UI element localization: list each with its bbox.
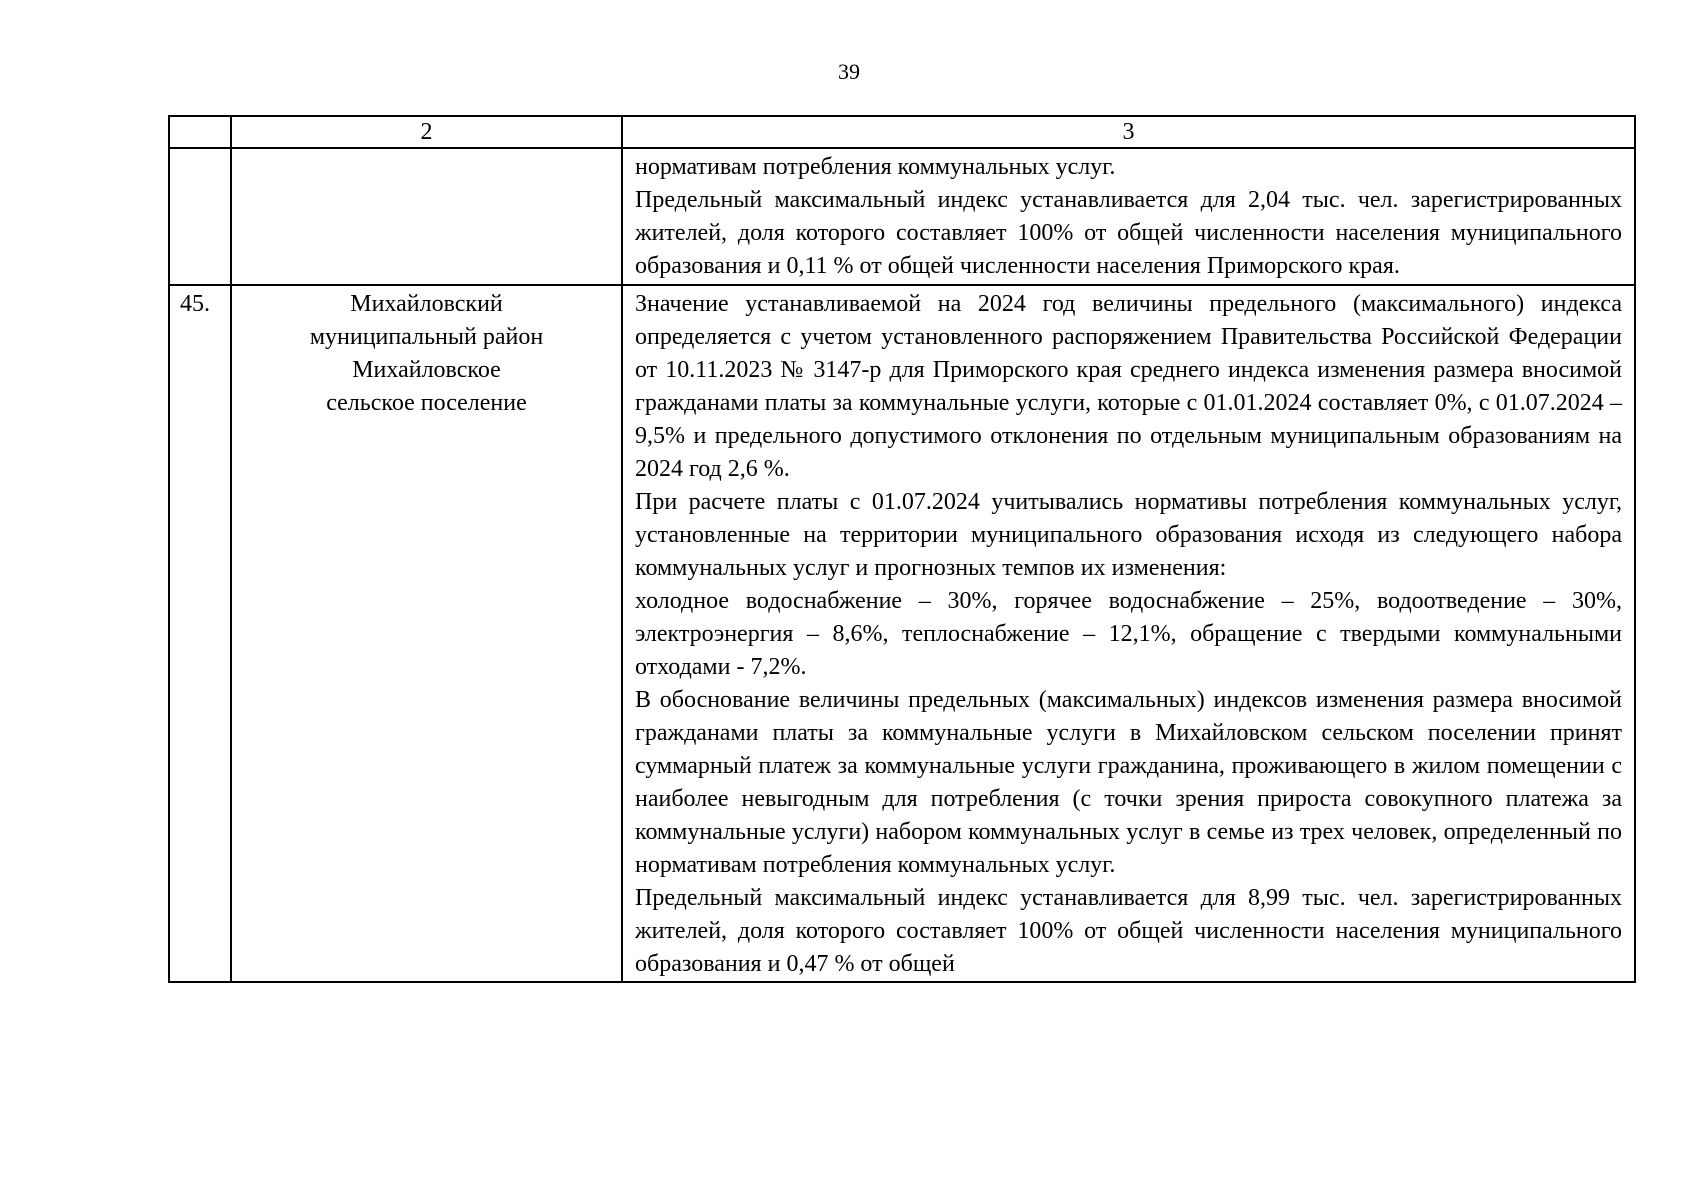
paragraph: холодное водоснабжение – 30%, горячее водоснабжение – 25%, водоотведение – 30%, электроэнергия – 8,6%, теплоснабжение – 12,1%, обращение с твердыми коммунальными отходами - 7,2%. (635, 588, 1622, 680)
description-cell (622, 285, 1635, 982)
table-row (169, 148, 1635, 285)
table-header-row (169, 116, 1635, 148)
paragraph: Значение устанавливаемой на 2024 год величины предельного (максимального) индекса определяется с учетом установленного распоряжением Правительства Российской Федерации от 10.11.2023 № 3147-р для Приморского края среднего индекса изменения размера вносимой гражданами платы за коммунальные услуги, которые с 01.01.2024 составляет 0%, с 01.07.2024 – 9,5% и предельного допустимого отклонения по отдельным муниципальным образованиям на 2024 год 2,6 %. (635, 291, 1622, 482)
municipality-name-line: Михайловское (352, 357, 501, 383)
row-number-cell (169, 148, 231, 285)
table-row (169, 285, 1635, 982)
paragraph: Предельный максимальный индекс устанавливается для 2,04 тыс. чел. зарегистрированных жителей, доля которого составляет 100% от общей численности населения муниципального образования и 0,11 % от общей численности населения Приморского края. (635, 187, 1622, 279)
header-cell-3: 3 (622, 116, 1635, 148)
row-number-cell: 45. (169, 285, 231, 982)
page-number: 39 (838, 59, 860, 84)
municipality-name-line: Михайловский (350, 291, 503, 317)
paragraph: В обоснование величины предельных (максимальных) индексов изменения размера вносимой гражданами платы за коммунальные услуги в Михайловском сельском поселении принят суммарный платеж за коммунальные услуги гражданина, проживающего в жилом помещении с наиболее невыгодным для потребления (с точки зрения прироста совокупного платежа за коммунальные услуги) набором коммунальных услуг в семье из трех человек, определенный по нормативам потребления коммунальных услуг. (635, 687, 1622, 878)
paragraph: При расчете платы с 01.07.2024 учитывались нормативы потребления коммунальных услуг, установленные на территории муниципального образования исходя из следующего набора коммунальных услуг и прогнозных темпов их изменения: (635, 489, 1622, 581)
municipality-name-cell (231, 285, 622, 982)
regulation-table (168, 115, 1636, 983)
header-cell-2: 2 (231, 116, 622, 148)
header-cell-1 (169, 116, 231, 148)
paragraph: нормативам потребления коммунальных услуг. (635, 154, 1116, 180)
municipality-name-cell (231, 148, 622, 285)
paragraph: Предельный максимальный индекс устанавливается для 8,99 тыс. чел. зарегистрированных жителей, доля которого составляет 100% от общей численности населения муниципального образования и 0,47 % от общей (635, 885, 1622, 977)
municipality-name-line: муниципальный район (309, 324, 544, 350)
description-cell (622, 148, 1635, 285)
municipality-name-line: сельское поселение (326, 390, 527, 416)
